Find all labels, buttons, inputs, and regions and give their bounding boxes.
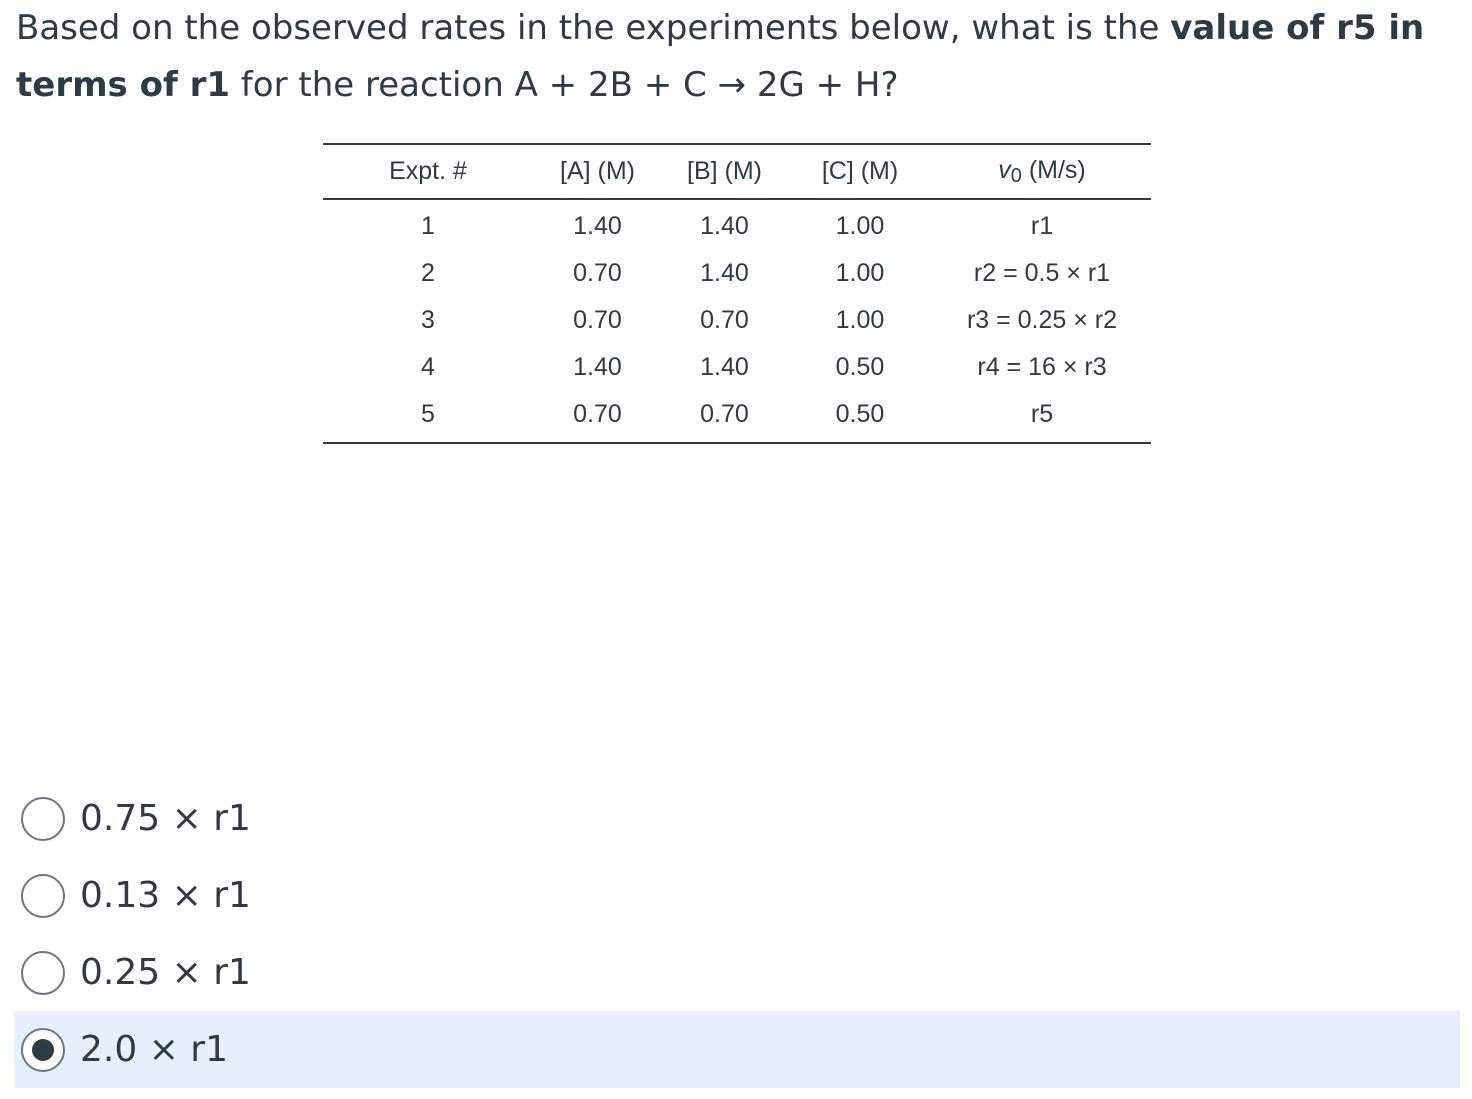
cell-a-conc: 0.70 — [573, 400, 622, 428]
table-row — [323, 344, 1151, 391]
cell-b-conc: 1.40 — [700, 353, 749, 381]
cell-c-conc: 1.00 — [835, 259, 885, 287]
cell-rate: r2 = 0.5 × r1 — [973, 259, 1111, 287]
answer-option-3[interactable] — [14, 934, 1460, 1011]
cell-rate: r1 — [1030, 212, 1054, 240]
cell-rate: r5 — [1030, 400, 1054, 428]
cell-expt: 2 — [421, 259, 435, 287]
answer-option-1[interactable] — [14, 780, 1460, 857]
cell-a-conc: 1.40 — [573, 212, 622, 240]
rate-symbol — [998, 155, 1022, 187]
cell-b-conc: 0.70 — [700, 400, 749, 428]
table-header-row — [323, 144, 1151, 199]
answer-option-label: 2.0 × r1 — [80, 1029, 229, 1070]
answer-option-label: 0.13 × r1 — [80, 875, 251, 916]
table-row — [323, 297, 1151, 344]
cell-expt: 5 — [421, 400, 435, 428]
header-c-conc: [C] (M) — [821, 157, 899, 185]
answer-option-2[interactable] — [14, 857, 1460, 934]
table-row — [323, 199, 1151, 250]
rate-symbol-subscript: 0 — [1010, 164, 1022, 187]
cell-c-conc: 1.00 — [835, 212, 885, 240]
answer-option-4[interactable] — [14, 1011, 1460, 1088]
rate-symbol-v: v — [998, 155, 1011, 184]
question-part-2: for the reaction A + 2B + C → 2G + H? — [230, 65, 899, 105]
cell-b-conc: 1.40 — [700, 212, 749, 240]
cell-a-conc: 0.70 — [573, 259, 622, 287]
cell-rate: r3 = 0.25 × r2 — [966, 306, 1118, 334]
cell-c-conc: 0.50 — [835, 400, 885, 428]
question-part-1: Based on the observed rates in the experiments below, what is the — [16, 8, 1171, 48]
cell-a-conc: 0.70 — [573, 306, 622, 334]
question-text — [16, 0, 1436, 114]
radio-unselected-icon[interactable] — [21, 797, 65, 841]
rate-unit: (M/s) — [1021, 155, 1086, 184]
radio-dot-icon — [32, 1039, 54, 1061]
answer-option-label: 0.75 × r1 — [80, 798, 251, 839]
radio-unselected-icon[interactable] — [21, 951, 65, 995]
radio-unselected-icon[interactable] — [21, 874, 65, 918]
question-emphasis: value of r5 in terms of r1 — [16, 8, 1425, 105]
cell-expt: 3 — [421, 306, 435, 334]
header-expt: Expt. # — [389, 157, 467, 185]
table-row — [323, 250, 1151, 297]
table-row — [323, 391, 1151, 443]
cell-a-conc: 1.40 — [573, 353, 622, 381]
cell-b-conc: 0.70 — [700, 306, 749, 334]
answer-options — [14, 780, 1460, 1088]
radio-selected-icon[interactable] — [21, 1028, 65, 1072]
header-initial-rate — [933, 144, 1151, 199]
cell-expt: 4 — [421, 353, 435, 381]
header-a-conc: [A] (M) — [560, 157, 635, 185]
cell-c-conc: 0.50 — [835, 353, 885, 381]
cell-c-conc: 1.00 — [835, 306, 885, 334]
rate-data-table — [323, 143, 1151, 444]
header-b-conc: [B] (M) — [687, 157, 762, 185]
cell-b-conc: 1.40 — [700, 259, 749, 287]
cell-rate: r4 = 16 × r3 — [977, 353, 1107, 381]
cell-expt: 1 — [421, 212, 435, 240]
answer-option-label: 0.25 × r1 — [80, 952, 251, 993]
